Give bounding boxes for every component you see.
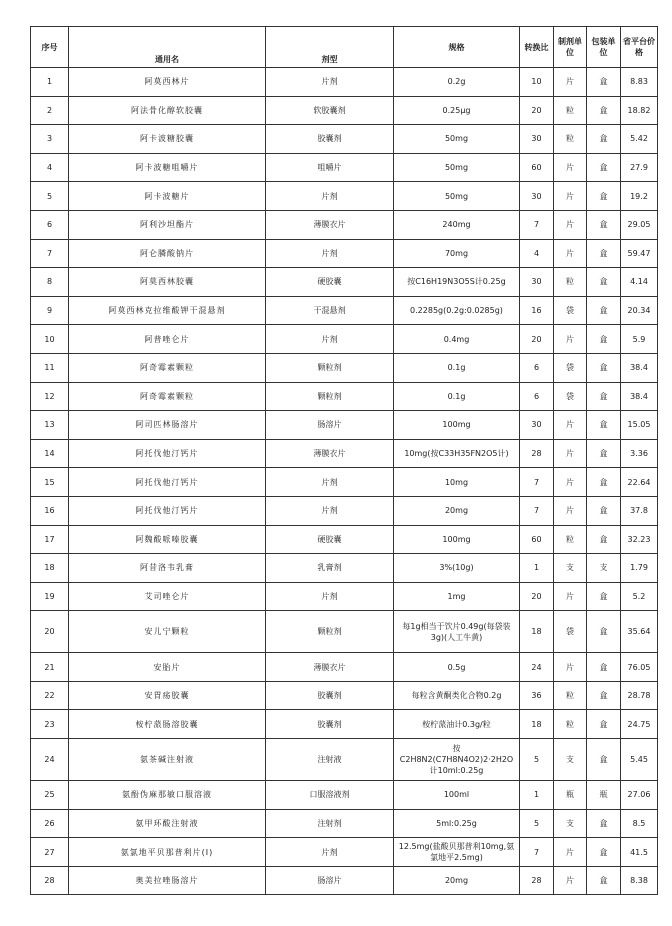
table-row bbox=[31, 653, 658, 682]
cell-form: 片剂 bbox=[266, 325, 394, 354]
table-row bbox=[31, 325, 658, 354]
cell-pack: 盒 bbox=[587, 296, 621, 325]
cell-spec: 每粒含黄酮类化合物0.2g bbox=[394, 681, 520, 710]
cell-unit: 片 bbox=[554, 68, 587, 97]
cell-unit: 粒 bbox=[554, 96, 587, 125]
cell-spec: 10mg(按C33H35FN2O5计) bbox=[394, 439, 520, 468]
cell-price: 22.64 bbox=[621, 468, 658, 497]
cell-name: 氨甲环酸注射液 bbox=[69, 809, 266, 838]
cell-form: 片剂 bbox=[266, 582, 394, 611]
cell-name: 阿托伐他汀钙片 bbox=[69, 439, 266, 468]
cell-name: 安胃疡胶囊 bbox=[69, 681, 266, 710]
table-row bbox=[31, 554, 658, 583]
cell-ratio: 30 bbox=[520, 125, 554, 154]
cell-form: 注射液 bbox=[266, 739, 394, 781]
table-row bbox=[31, 210, 658, 239]
cell-spec: 100ml bbox=[394, 781, 520, 810]
cell-price: 8.38 bbox=[621, 866, 658, 895]
cell-pack: 盒 bbox=[587, 239, 621, 268]
cell-unit: 袋 bbox=[554, 296, 587, 325]
table-row bbox=[31, 68, 658, 97]
cell-ratio: 28 bbox=[520, 866, 554, 895]
cell-ratio: 18 bbox=[520, 611, 554, 653]
cell-name: 阿仑膦酸钠片 bbox=[69, 239, 266, 268]
cell-seq: 23 bbox=[31, 710, 69, 739]
cell-price: 38.4 bbox=[621, 353, 658, 382]
cell-seq: 21 bbox=[31, 653, 69, 682]
cell-seq: 10 bbox=[31, 325, 69, 354]
cell-price: 3.36 bbox=[621, 439, 658, 468]
table-row bbox=[31, 681, 658, 710]
cell-ratio: 30 bbox=[520, 268, 554, 297]
cell-spec: 50mg bbox=[394, 182, 520, 211]
cell-spec: 按C16H19N3O5S计0.25g bbox=[394, 268, 520, 297]
cell-seq: 6 bbox=[31, 210, 69, 239]
cell-name: 阿卡波糖胶囊 bbox=[69, 125, 266, 154]
cell-unit: 支 bbox=[554, 554, 587, 583]
cell-ratio: 30 bbox=[520, 411, 554, 440]
cell-seq: 15 bbox=[31, 468, 69, 497]
table-row bbox=[31, 182, 658, 211]
cell-spec: 0.1g bbox=[394, 382, 520, 411]
cell-spec: 1mg bbox=[394, 582, 520, 611]
cell-unit: 片 bbox=[554, 325, 587, 354]
cell-seq: 3 bbox=[31, 125, 69, 154]
cell-ratio: 36 bbox=[520, 681, 554, 710]
cell-ratio: 7 bbox=[520, 838, 554, 867]
cell-ratio: 5 bbox=[520, 809, 554, 838]
cell-unit: 片 bbox=[554, 653, 587, 682]
cell-unit: 片 bbox=[554, 411, 587, 440]
cell-name: 阿司匹林肠溶片 bbox=[69, 411, 266, 440]
cell-spec: 12.5mg(盐酸贝那普利10mg,氨氯地平2.5mg) bbox=[394, 838, 520, 867]
header-name: 通用名 bbox=[69, 27, 266, 68]
cell-seq: 4 bbox=[31, 153, 69, 182]
cell-seq: 7 bbox=[31, 239, 69, 268]
cell-price: 35.64 bbox=[621, 611, 658, 653]
cell-seq: 27 bbox=[31, 838, 69, 867]
table-row bbox=[31, 525, 658, 554]
cell-spec: 0.4mg bbox=[394, 325, 520, 354]
cell-form: 口服溶液剂 bbox=[266, 781, 394, 810]
cell-pack: 盒 bbox=[587, 809, 621, 838]
cell-price: 1.79 bbox=[621, 554, 658, 583]
table-row bbox=[31, 582, 658, 611]
cell-pack: 支 bbox=[587, 554, 621, 583]
cell-unit: 片 bbox=[554, 496, 587, 525]
cell-ratio: 20 bbox=[520, 96, 554, 125]
cell-unit: 袋 bbox=[554, 611, 587, 653]
cell-pack: 盒 bbox=[587, 68, 621, 97]
cell-ratio: 6 bbox=[520, 353, 554, 382]
cell-ratio: 28 bbox=[520, 439, 554, 468]
cell-name: 阿卡波糖片 bbox=[69, 182, 266, 211]
cell-price: 32.23 bbox=[621, 525, 658, 554]
cell-price: 8.83 bbox=[621, 68, 658, 97]
cell-price: 27.9 bbox=[621, 153, 658, 182]
cell-pack: 盒 bbox=[587, 96, 621, 125]
header-ratio: 转换比 bbox=[520, 27, 554, 68]
cell-seq: 19 bbox=[31, 582, 69, 611]
table-row bbox=[31, 710, 658, 739]
table-row bbox=[31, 439, 658, 468]
table-row bbox=[31, 239, 658, 268]
cell-seq: 28 bbox=[31, 866, 69, 895]
cell-price: 29.05 bbox=[621, 210, 658, 239]
cell-name: 氨酚伪麻那敏口服溶液 bbox=[69, 781, 266, 810]
cell-pack: 盒 bbox=[587, 525, 621, 554]
cell-pack: 盒 bbox=[587, 739, 621, 781]
cell-price: 20.34 bbox=[621, 296, 658, 325]
cell-form: 硬胶囊 bbox=[266, 525, 394, 554]
cell-name: 阿莫西林胶囊 bbox=[69, 268, 266, 297]
table-row bbox=[31, 411, 658, 440]
cell-spec: 70mg bbox=[394, 239, 520, 268]
cell-price: 5.42 bbox=[621, 125, 658, 154]
table-row bbox=[31, 809, 658, 838]
cell-unit: 粒 bbox=[554, 681, 587, 710]
cell-name: 阿托伐他汀钙片 bbox=[69, 468, 266, 497]
cell-price: 59.47 bbox=[621, 239, 658, 268]
cell-pack: 盒 bbox=[587, 182, 621, 211]
cell-ratio: 20 bbox=[520, 582, 554, 611]
cell-form: 肠溶片 bbox=[266, 411, 394, 440]
cell-name: 阿莫西林克拉维酸钾干混悬剂 bbox=[69, 296, 266, 325]
cell-form: 颗粒剂 bbox=[266, 353, 394, 382]
cell-ratio: 1 bbox=[520, 554, 554, 583]
cell-name: 阿卡波糖咀嚼片 bbox=[69, 153, 266, 182]
cell-ratio: 60 bbox=[520, 525, 554, 554]
cell-ratio: 4 bbox=[520, 239, 554, 268]
cell-unit: 片 bbox=[554, 838, 587, 867]
cell-unit: 片 bbox=[554, 468, 587, 497]
cell-price: 28.78 bbox=[621, 681, 658, 710]
cell-unit: 片 bbox=[554, 210, 587, 239]
cell-price: 4.14 bbox=[621, 268, 658, 297]
cell-spec: 50mg bbox=[394, 153, 520, 182]
cell-name: 氨茶碱注射液 bbox=[69, 739, 266, 781]
cell-form: 片剂 bbox=[266, 182, 394, 211]
cell-pack: 盒 bbox=[587, 125, 621, 154]
table-row bbox=[31, 296, 658, 325]
table-row bbox=[31, 781, 658, 810]
cell-form: 薄膜衣片 bbox=[266, 439, 394, 468]
cell-spec: 50mg bbox=[394, 125, 520, 154]
table-row bbox=[31, 468, 658, 497]
cell-ratio: 5 bbox=[520, 739, 554, 781]
cell-unit: 瓶 bbox=[554, 781, 587, 810]
cell-spec: 每1g相当于饮片0.49g(每袋装3g)(人工牛黄) bbox=[394, 611, 520, 653]
cell-name: 艾司唑仑片 bbox=[69, 582, 266, 611]
header-price: 省平台价格 bbox=[621, 27, 658, 68]
cell-form: 片剂 bbox=[266, 838, 394, 867]
cell-spec: 20mg bbox=[394, 496, 520, 525]
cell-ratio: 16 bbox=[520, 296, 554, 325]
cell-spec: 100mg bbox=[394, 525, 520, 554]
drug-price-table bbox=[30, 26, 658, 895]
cell-unit: 粒 bbox=[554, 268, 587, 297]
cell-seq: 24 bbox=[31, 739, 69, 781]
cell-spec: 3%(10g) bbox=[394, 554, 520, 583]
cell-name: 阿昔洛韦乳膏 bbox=[69, 554, 266, 583]
cell-name: 氨氯地平贝那普利片(Ⅰ) bbox=[69, 838, 266, 867]
cell-spec: 10mg bbox=[394, 468, 520, 497]
table-row bbox=[31, 268, 658, 297]
cell-unit: 片 bbox=[554, 866, 587, 895]
cell-unit: 片 bbox=[554, 153, 587, 182]
cell-price: 24.75 bbox=[621, 710, 658, 739]
cell-form: 颗粒剂 bbox=[266, 382, 394, 411]
cell-pack: 盒 bbox=[587, 838, 621, 867]
cell-name: 阿托伐他汀钙片 bbox=[69, 496, 266, 525]
cell-form: 硬胶囊 bbox=[266, 268, 394, 297]
cell-seq: 13 bbox=[31, 411, 69, 440]
cell-name: 阿奇霉素颗粒 bbox=[69, 382, 266, 411]
cell-form: 胶囊剂 bbox=[266, 681, 394, 710]
cell-pack: 瓶 bbox=[587, 781, 621, 810]
table-row bbox=[31, 611, 658, 653]
cell-spec: 0.2g bbox=[394, 68, 520, 97]
cell-price: 41.5 bbox=[621, 838, 658, 867]
header-pack: 包装单位 bbox=[587, 27, 621, 68]
cell-form: 薄膜衣片 bbox=[266, 210, 394, 239]
cell-seq: 17 bbox=[31, 525, 69, 554]
cell-form: 片剂 bbox=[266, 468, 394, 497]
cell-pack: 盒 bbox=[587, 496, 621, 525]
cell-pack: 盒 bbox=[587, 153, 621, 182]
cell-price: 15.05 bbox=[621, 411, 658, 440]
cell-unit: 片 bbox=[554, 182, 587, 211]
table-row bbox=[31, 96, 658, 125]
cell-name: 阿利沙坦酯片 bbox=[69, 210, 266, 239]
cell-pack: 盒 bbox=[587, 353, 621, 382]
table-body bbox=[31, 68, 658, 895]
cell-pack: 盒 bbox=[587, 681, 621, 710]
cell-ratio: 1 bbox=[520, 781, 554, 810]
cell-seq: 18 bbox=[31, 554, 69, 583]
cell-name: 阿奇霉素颗粒 bbox=[69, 353, 266, 382]
cell-seq: 9 bbox=[31, 296, 69, 325]
cell-price: 38.4 bbox=[621, 382, 658, 411]
cell-spec: 100mg bbox=[394, 411, 520, 440]
cell-price: 5.2 bbox=[621, 582, 658, 611]
cell-name: 阿法骨化醇软胶囊 bbox=[69, 96, 266, 125]
cell-unit: 片 bbox=[554, 582, 587, 611]
header-form: 剂型 bbox=[266, 27, 394, 68]
cell-pack: 盒 bbox=[587, 268, 621, 297]
cell-seq: 22 bbox=[31, 681, 69, 710]
cell-form: 咀嚼片 bbox=[266, 153, 394, 182]
cell-name: 阿魏酸哌嗪胶囊 bbox=[69, 525, 266, 554]
table-row bbox=[31, 153, 658, 182]
cell-spec: 240mg bbox=[394, 210, 520, 239]
table-row bbox=[31, 866, 658, 895]
cell-form: 干混悬剂 bbox=[266, 296, 394, 325]
cell-spec: 0.1g bbox=[394, 353, 520, 382]
table-row bbox=[31, 838, 658, 867]
cell-price: 19.2 bbox=[621, 182, 658, 211]
cell-price: 37.8 bbox=[621, 496, 658, 525]
cell-spec: 0.2285g(0.2g:0.0285g) bbox=[394, 296, 520, 325]
cell-unit: 片 bbox=[554, 239, 587, 268]
cell-pack: 盒 bbox=[587, 653, 621, 682]
cell-name: 桉柠蒎肠溶胶囊 bbox=[69, 710, 266, 739]
table-row bbox=[31, 496, 658, 525]
table-row bbox=[31, 353, 658, 382]
header-unit: 制剂单位 bbox=[554, 27, 587, 68]
cell-unit: 袋 bbox=[554, 353, 587, 382]
cell-ratio: 30 bbox=[520, 182, 554, 211]
cell-pack: 盒 bbox=[587, 411, 621, 440]
cell-form: 胶囊剂 bbox=[266, 710, 394, 739]
cell-unit: 粒 bbox=[554, 710, 587, 739]
cell-ratio: 18 bbox=[520, 710, 554, 739]
cell-ratio: 20 bbox=[520, 325, 554, 354]
cell-name: 安儿宁颗粒 bbox=[69, 611, 266, 653]
cell-ratio: 7 bbox=[520, 496, 554, 525]
cell-ratio: 7 bbox=[520, 210, 554, 239]
cell-price: 76.05 bbox=[621, 653, 658, 682]
cell-seq: 2 bbox=[31, 96, 69, 125]
cell-seq: 12 bbox=[31, 382, 69, 411]
cell-pack: 盒 bbox=[587, 325, 621, 354]
cell-name: 奥美拉唑肠溶片 bbox=[69, 866, 266, 895]
cell-form: 片剂 bbox=[266, 496, 394, 525]
cell-price: 8.5 bbox=[621, 809, 658, 838]
cell-spec: 按C2H8N2(C7H8N4O2)2·2H2O计10ml:0.25g bbox=[394, 739, 520, 781]
cell-pack: 盒 bbox=[587, 210, 621, 239]
cell-seq: 26 bbox=[31, 809, 69, 838]
header-row bbox=[31, 27, 658, 68]
cell-seq: 8 bbox=[31, 268, 69, 297]
cell-form: 软胶囊剂 bbox=[266, 96, 394, 125]
cell-pack: 盒 bbox=[587, 382, 621, 411]
table-row bbox=[31, 739, 658, 781]
cell-seq: 14 bbox=[31, 439, 69, 468]
cell-seq: 20 bbox=[31, 611, 69, 653]
cell-spec: 20mg bbox=[394, 866, 520, 895]
cell-pack: 盒 bbox=[587, 866, 621, 895]
cell-spec: 0.25μg bbox=[394, 96, 520, 125]
cell-form: 薄膜衣片 bbox=[266, 653, 394, 682]
cell-pack: 盒 bbox=[587, 582, 621, 611]
cell-unit: 粒 bbox=[554, 525, 587, 554]
table-row bbox=[31, 382, 658, 411]
cell-form: 注射剂 bbox=[266, 809, 394, 838]
cell-form: 肠溶片 bbox=[266, 866, 394, 895]
cell-ratio: 7 bbox=[520, 468, 554, 497]
cell-price: 5.9 bbox=[621, 325, 658, 354]
cell-ratio: 10 bbox=[520, 68, 554, 97]
cell-form: 乳膏剂 bbox=[266, 554, 394, 583]
cell-form: 颗粒剂 bbox=[266, 611, 394, 653]
cell-price: 18.82 bbox=[621, 96, 658, 125]
cell-pack: 盒 bbox=[587, 710, 621, 739]
cell-pack: 盒 bbox=[587, 468, 621, 497]
cell-name: 安胎片 bbox=[69, 653, 266, 682]
cell-name: 阿普唑仑片 bbox=[69, 325, 266, 354]
cell-seq: 25 bbox=[31, 781, 69, 810]
cell-seq: 11 bbox=[31, 353, 69, 382]
cell-ratio: 6 bbox=[520, 382, 554, 411]
cell-spec: 5ml:0.25g bbox=[394, 809, 520, 838]
cell-pack: 盒 bbox=[587, 611, 621, 653]
cell-price: 27.06 bbox=[621, 781, 658, 810]
cell-ratio: 60 bbox=[520, 153, 554, 182]
cell-spec: 0.5g bbox=[394, 653, 520, 682]
cell-unit: 支 bbox=[554, 739, 587, 781]
cell-pack: 盒 bbox=[587, 439, 621, 468]
cell-name: 阿莫西林片 bbox=[69, 68, 266, 97]
cell-form: 片剂 bbox=[266, 239, 394, 268]
table-row bbox=[31, 125, 658, 154]
cell-form: 片剂 bbox=[266, 68, 394, 97]
cell-ratio: 24 bbox=[520, 653, 554, 682]
cell-unit: 粒 bbox=[554, 125, 587, 154]
header-spec: 规格 bbox=[394, 27, 520, 68]
cell-unit: 支 bbox=[554, 809, 587, 838]
cell-unit: 片 bbox=[554, 439, 587, 468]
cell-seq: 16 bbox=[31, 496, 69, 525]
cell-unit: 袋 bbox=[554, 382, 587, 411]
header-seq: 序号 bbox=[31, 27, 69, 68]
cell-spec: 桉柠蒎油计0.3g/粒 bbox=[394, 710, 520, 739]
cell-seq: 1 bbox=[31, 68, 69, 97]
cell-price: 5.45 bbox=[621, 739, 658, 781]
cell-form: 胶囊剂 bbox=[266, 125, 394, 154]
cell-seq: 5 bbox=[31, 182, 69, 211]
